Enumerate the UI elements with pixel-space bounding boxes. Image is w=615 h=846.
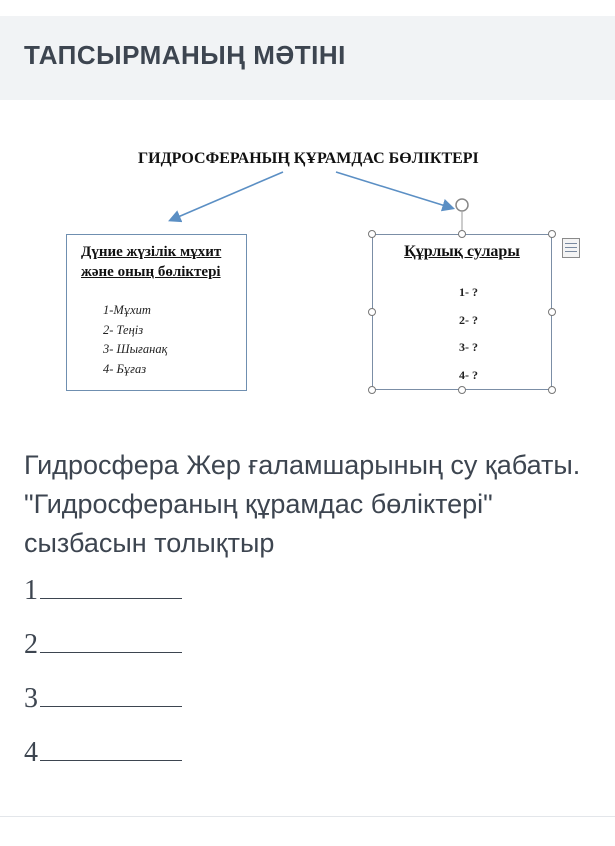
selection-handle bbox=[548, 386, 556, 394]
answer-number: 3 bbox=[24, 683, 38, 714]
list-item: 3- ? bbox=[459, 340, 478, 354]
list-item: 1- ? bbox=[459, 285, 478, 299]
land-water-box-title: Құрлық сулары bbox=[404, 243, 520, 260]
answer-line-3 bbox=[24, 682, 182, 715]
selection-handle bbox=[368, 308, 376, 316]
ocean-box-title-line1: Дүние жүзілік мұхит bbox=[81, 244, 222, 260]
selection-handle bbox=[368, 230, 376, 238]
list-item: 4- Бұғаз bbox=[103, 361, 147, 376]
header-title: ТАПСЫРМАНЫҢ МӘТІНІ bbox=[24, 40, 346, 70]
task-header bbox=[0, 16, 615, 100]
selection-handle bbox=[458, 386, 466, 394]
answer-number: 1 bbox=[24, 575, 38, 606]
rotate-handle-icon bbox=[456, 199, 468, 211]
answer-blank bbox=[40, 682, 182, 707]
question-text: Гидросфера Жер ғаламшарының су қабаты. "Гидросфераның құрамдас бөліктері" сызбасын толықтыр bbox=[24, 450, 581, 558]
layout-options-icon bbox=[562, 238, 580, 258]
land-water-box bbox=[372, 234, 552, 390]
answer-number: 4 bbox=[24, 737, 38, 768]
list-item: 2- ? bbox=[459, 312, 478, 327]
selection-handle bbox=[548, 308, 556, 316]
list-item: 1-Мұхит bbox=[103, 303, 151, 317]
list-item: 3- Шығанақ bbox=[103, 342, 168, 356]
answer-blank bbox=[40, 628, 182, 653]
arrow-left bbox=[171, 172, 283, 220]
selection-handle bbox=[368, 386, 376, 394]
answer-blank bbox=[40, 736, 182, 761]
selection-handle bbox=[458, 230, 466, 238]
list-item: 2- Теңіз bbox=[103, 322, 144, 337]
list-item: 4- ? bbox=[459, 367, 478, 382]
diagram-title: ГИДРОСФЕРАНЫҢ ҚҰРАМДАС БӨЛІКТЕРІ bbox=[138, 150, 479, 167]
answer-line-2 bbox=[24, 628, 182, 661]
answer-line-1 bbox=[24, 574, 182, 607]
answer-line-4 bbox=[24, 736, 182, 769]
ocean-box-title bbox=[81, 242, 221, 282]
diagram-image bbox=[0, 130, 615, 410]
ocean-box bbox=[66, 234, 247, 391]
divider bbox=[0, 816, 615, 817]
arrow-right bbox=[336, 172, 452, 208]
land-water-box-list bbox=[459, 279, 478, 389]
answer-number: 2 bbox=[24, 629, 38, 660]
ocean-box-title-line2: және оның бөліктері bbox=[81, 264, 221, 280]
selection-handle bbox=[548, 230, 556, 238]
ocean-box-list bbox=[103, 301, 167, 379]
answer-blank bbox=[40, 574, 182, 599]
